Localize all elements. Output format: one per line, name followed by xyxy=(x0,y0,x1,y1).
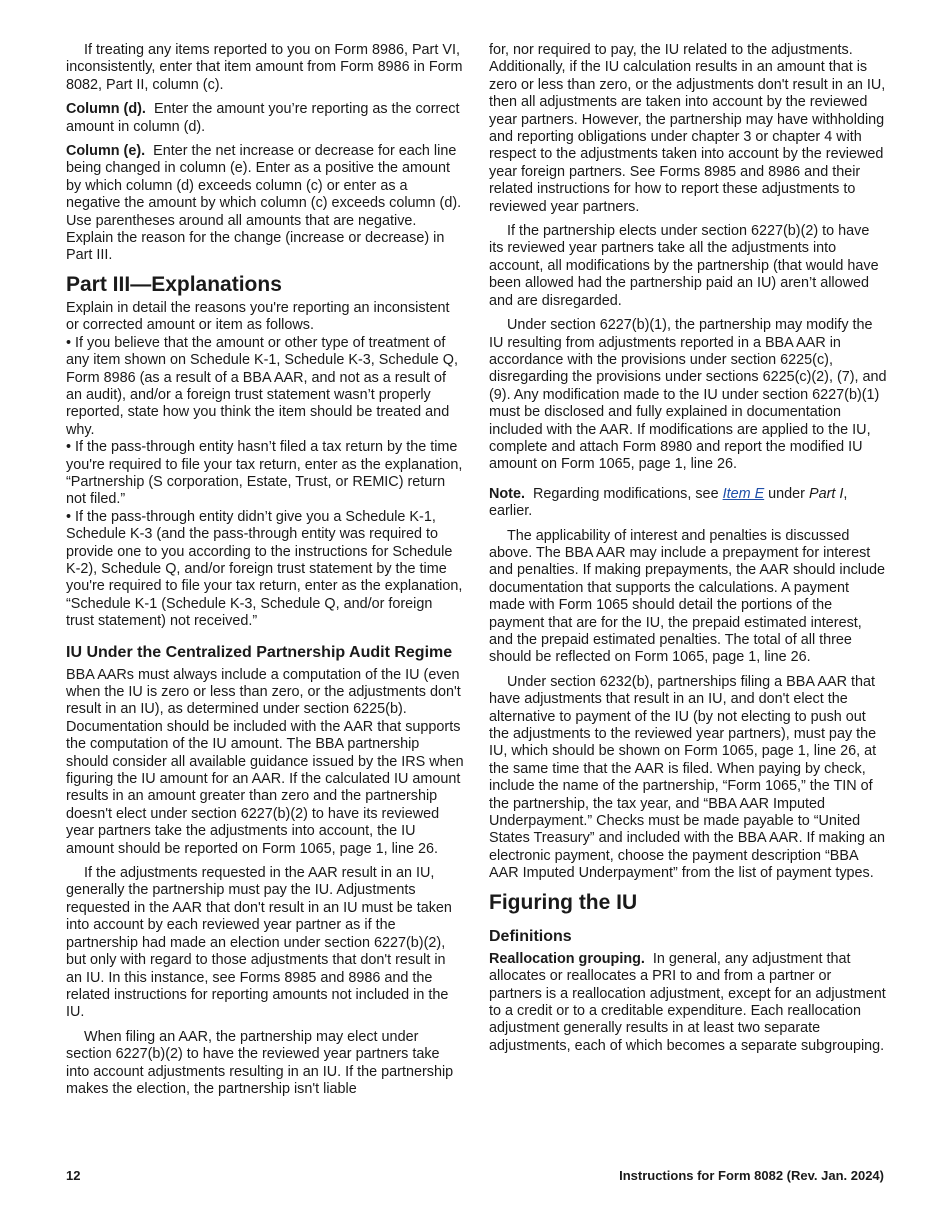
bullet-item: • If the pass-through entity didn’t give you a Schedule K-1, Schedule K-3 (and the pass-through entity was required to provide one to you according to the instructions for Schedule K-2), Schedule Q, and/or foreign trust statement by the time you're required to file your tax return, enter as the explanation, “Schedule K-1 (Schedule K-3, Schedule Q, and/or foreign trust statement) not received.” xyxy=(66,508,463,630)
paragraph: BBA AARs must always include a computation of the IU (even when the IU is zero or less than zero, or the adjustments don't result in an IU), as determined under section 6225(b). Documentation should be included with the AAR that supports the computation of the IU amount. The BBA partnership should consider all available guidance issued by the IRS when figuring the IU amount for an AAR. If the calculated IU amount results in an amount greater than zero and the partnership doesn't elect under section 6227(b)(2) to have its reviewed year partners take the adjustments into account, the IU amount should be reported on Form 1065, page 1, line 26. xyxy=(66,666,464,857)
column-e-lead: Column (e). xyxy=(66,143,146,160)
paragraph: for, nor required to pay, the IU related to the adjustments. Additionally, if the IU calculation results in an amount that is zero or less than zero, or the adjustments don't result in an IU, then all adjustments are taken into account by the reviewed year partners. However, the partnership may have withholding and reporting obligations under chapter 3 or chapter 4 with respect to the adjustments taken into account by the reviewed year foreign partners. See Forms 8985 and 8986 and their related instructions for how to report these adjustments to reviewed year partners. xyxy=(489,42,886,215)
part3-intro: Explain in detail the reasons you're reporting an inconsistent or corrected amount or item as follows. xyxy=(66,299,450,334)
column-d-text: Enter the amount you’re reporting as the correct amount in column (d). xyxy=(66,101,460,135)
note-lead: Note. xyxy=(489,485,525,502)
left-column xyxy=(66,42,464,1105)
column-e-paragraph xyxy=(66,143,464,265)
part3-heading: Part III—Explanations xyxy=(66,272,282,296)
note-part-ref: Part I xyxy=(808,485,844,502)
paragraph: If the partnership elects under section 6227(b)(2) to have its reviewed year partners take all the adjustments into account, all modifications by the partnership (that would have been allowed had the partnership paid an IU) aren’t allowed and are disregarded. xyxy=(489,223,879,309)
reallocation-text: In general, any adjustment that allocates or reallocates a PRI to and from a partner or partners is a reallocation adjustment, except for an adjustment to a credit or to a creditable expenditure. Each reallocation adjustment generally results in at least two separate adjustments, each of which becomes a separate subgrouping. xyxy=(489,950,886,1054)
paragraph: The applicability of interest and penalties is discussed above. The BBA AAR may include a prepayment for interest and penalties. If making prepayments, the AAR should include documentation that supports the calculations. A payment made with Form 1065 should detail the portions of the payment that are for the IU, the prepaid estimated interest, and the prepaid estimated penalties. The total of all three should be reflected on Form 1065, page 1, line 26. xyxy=(489,527,885,666)
page-number: 12 xyxy=(66,1168,81,1183)
note-text: Regarding modifications, see xyxy=(532,485,719,502)
paragraph: If treating any items reported to you on Form 8986, Part VI, inconsistently, enter that item amount from Form 8986 in Form 8082, Part II, column (c). xyxy=(66,42,463,93)
bullet-item: • If the pass-through entity hasn’t filed a tax return by the time you're required to file your tax return, enter as the explanation, “Partnership (S corporation, Estate, Trust, or REMIC) return not filed.” xyxy=(66,439,463,508)
note-text: , earlier. xyxy=(489,485,848,520)
note-paragraph xyxy=(489,486,887,521)
paragraph: If the adjustments requested in the AAR result in an IU, generally the partnership must pay the IU. Adjustments requested in the AAR that don't result in an IU must be taken into account by each reviewed year partner as if the partnership had made an election under section 6227(b)(2), but only with regard to those adjustments that don't result in an IU. In this instance, see Forms 8985 and 8986 and the related instructions for reporting amounts not included in the IU. xyxy=(66,865,452,1021)
paragraph: Under section 6227(b)(1), the partnership may modify the IU resulting from adjustments reported in a BBA AAR in accordance with the provisions under section 6225(c), disregarding the provisions under sections 6225(c)(2), (7), and (9). Any modification made to the IU under section 6227(b)(1) must be disclosed and fully explained in documentation included with the AAR. If modifications are applied to the IU, complete and attach Form 8980 and report the modified IU amount on Form 1065, page 1, line 26. xyxy=(489,317,887,473)
definitions-heading: Definitions xyxy=(489,927,572,945)
reallocation-lead: Reallocation grouping. xyxy=(489,950,645,967)
column-d-paragraph xyxy=(66,101,464,136)
right-column xyxy=(489,42,887,1062)
bullet-item: • If you believe that the amount or other type of treatment of any item shown on Schedule K-1, Schedule K-3, Schedule Q, Form 8986 (as a result of a BBA AAR, and not as a result of an audit), and/or a foreign trust statement wasn’t properly reported, state how you think the item should be treated and why. xyxy=(66,334,458,438)
reallocation-paragraph xyxy=(489,951,887,1055)
column-e-text: Enter the net increase or decrease for each line being changed in column (e). Enter as a positive the amount by which column (d) exceeds column (c) or enter as a negative the amount by which column (c) exceeds column (d). Use parentheses around all amounts that are negative. Explain the reason for the change (increase or decrease) in Part III. xyxy=(66,143,462,264)
paragraph: When filing an AAR, the partnership may elect under section 6227(b)(2) to have the reviewed year partners take into account adjustments resulting in an IU. If the partnership makes the election, the partnership isn't liable xyxy=(66,1028,454,1097)
figuring-iu-heading: Figuring the IU xyxy=(489,890,638,914)
note-text: under xyxy=(768,485,805,502)
explanation-bullet-list xyxy=(66,335,464,631)
item-e-link[interactable]: Item E xyxy=(722,485,765,502)
footer-form-title: Instructions for Form 8082 (Rev. Jan. 2024) xyxy=(619,1168,884,1183)
column-d-lead: Column (d). xyxy=(66,101,146,118)
paragraph: Under section 6232(b), partnerships filing a BBA AAR that have adjustments that result in an IU, and don't elect the alternative to payment of the IU (by not electing to push out the adjustments to the reviewed year partners), must pay the IU, which should be shown on Form 1065, page 1, line 26, at the same time that the AAR is filed. When paying by check, include the name of the partnership, “Form 1065,” the TIN of the partnership, the tax year, and “BBA AAR Imputed Underpayment.” Checks must be made payable to “United States Treasury” and included with the BBA AAR. If making an electronic payment, choose the payment description “BBA AAR Imputed Underpayment” from the list of payment types. xyxy=(489,673,885,882)
iu-heading: IU Under the Centralized Partnership Audit Regime xyxy=(66,643,453,661)
